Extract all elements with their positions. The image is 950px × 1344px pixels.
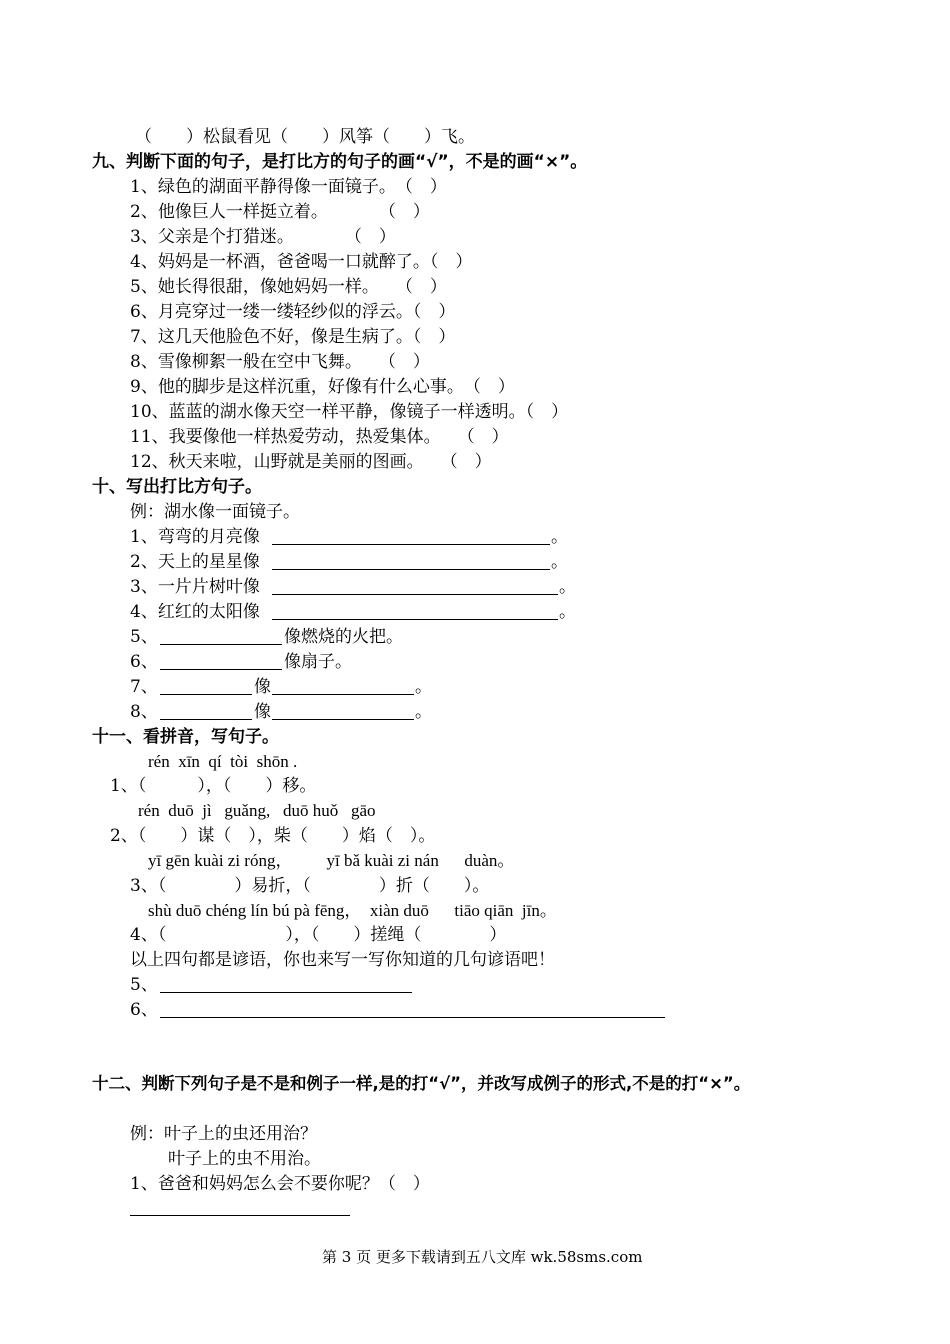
- section9-item-10: 10、蓝蓝的湖水像天空一样平静，像镜子一样透明。（ ）: [130, 402, 569, 422]
- section11-line-1: 1、（ ），（ ）移。: [110, 776, 317, 796]
- section10-item-6-prefix: 6、: [130, 652, 158, 672]
- section9-item-5: 5、她长得很甜，像她妈妈一样。 （ ）: [130, 277, 447, 297]
- section10-item-2-suffix: 。: [551, 552, 568, 572]
- section9-item-1: 1、绿色的湖面平静得像一面镜子。 （ ）: [130, 177, 447, 197]
- section10-item-1-blank[interactable]: [272, 544, 550, 545]
- section11-pinyin-3: yī gēn kuài zi róng， yī bǎ kuài zi nán duàn。: [148, 851, 515, 870]
- section12-example-2: 叶子上的虫不用治。: [168, 1149, 321, 1169]
- section10-item-1-suffix: 。: [551, 527, 568, 547]
- section11-line-3: 3、（ ）易折，（ ）折（ ）。: [130, 876, 490, 896]
- section10-item-8-suffix: 。: [415, 702, 432, 722]
- section10-item-2-prefix: 2、天上的星星像: [130, 552, 260, 572]
- section10-title: 十、写出打比方句子。: [92, 477, 262, 497]
- section11-item-6-blank[interactable]: [160, 1017, 665, 1018]
- section11-line-2: 2、（ ）谋（ ），柴（ ）焰（ ）。: [110, 826, 436, 846]
- top-fill-line: （ ）松鼠看见（ ）风筝（ ）飞。: [135, 127, 475, 147]
- section10-item-7-blank-a[interactable]: [160, 694, 252, 695]
- section12-item-1: 1、爸爸和妈妈怎么会不要你呢？（ ）: [130, 1174, 430, 1194]
- section9-item-7: 7、这几天他脸色不好，像是生病了。（ ）: [130, 327, 456, 347]
- section10-item-7-blank-b[interactable]: [272, 694, 414, 695]
- section11-pinyin-1: rén xīn qí tòi shōn .: [148, 752, 298, 771]
- section10-item-4-prefix: 4、红红的太阳像: [130, 602, 260, 622]
- section10-item-5-prefix: 5、: [130, 627, 158, 647]
- section11-pinyin-4: shù duō chéng lín bú pà fēng， xiàn duō tiāo qiān jīn。: [148, 901, 557, 920]
- section11-line-4: 4、（ ），（ ）搓绳（ ）: [130, 925, 507, 945]
- section12-item-1-blank[interactable]: [130, 1215, 350, 1216]
- section12-title: 十二、判断下列句子是不是和例子一样,是的打“√”，并改写成例子的形式,不是的打“×”。: [92, 1074, 751, 1093]
- section9-item-11: 11、我要像他一样热爱劳动，热爱集体。 （ ）: [130, 427, 509, 447]
- section10-item-3-blank[interactable]: [272, 594, 558, 595]
- section10-item-4-blank[interactable]: [272, 619, 558, 620]
- section11-title: 十一、看拼音，写句子。: [92, 727, 279, 747]
- section10-item-5-blank[interactable]: [160, 644, 282, 645]
- section10-item-6-blank[interactable]: [160, 669, 282, 670]
- section9-title: 九、判断下面的句子，是打比方的句子的画“√”，不是的画“×”。: [92, 152, 588, 172]
- section10-item-1-prefix: 1、弯弯的月亮像: [130, 527, 260, 547]
- section12-example-1: 例：叶子上的虫还用治？: [130, 1124, 317, 1144]
- section9-item-2: 2、他像巨人一样挺立着。 （ ）: [130, 202, 430, 222]
- section10-example: 例：湖水像一面镜子。: [130, 502, 300, 522]
- section11-pinyin-2: rén duō jì guǎng, duō huǒ gāo: [138, 801, 376, 820]
- section10-item-7-mid: 像: [254, 677, 271, 697]
- section10-item-8-blank-b[interactable]: [272, 719, 414, 720]
- page-footer: 第 3 页 更多下载请到五八文库 wk.58sms.com: [322, 1248, 643, 1266]
- section9-item-8: 8、雪像柳絮一般在空中飞舞。 （ ）: [130, 352, 430, 372]
- section9-item-6: 6、月亮穿过一缕一缕轻纱似的浮云。（ ）: [130, 302, 456, 322]
- section10-item-3-suffix: 。: [559, 577, 576, 597]
- section11-item-5-blank[interactable]: [160, 992, 412, 993]
- section9-item-12: 12、秋天来啦，山野就是美丽的图画。 （ ）: [130, 452, 492, 472]
- section11-note: 以上四句都是谚语，你也来写一写你知道的几句谚语吧！: [130, 950, 555, 970]
- section10-item-8-mid: 像: [254, 702, 271, 722]
- section9-item-3: 3、父亲是个打猎迷。 （ ）: [130, 227, 396, 247]
- section10-item-7-suffix: 。: [415, 677, 432, 697]
- section10-item-4-suffix: 。: [559, 602, 576, 622]
- section10-item-3-prefix: 3、一片片树叶像: [130, 577, 260, 597]
- section10-item-8-prefix: 8、: [130, 702, 158, 722]
- section11-item-6-label: 6、: [130, 1000, 158, 1020]
- section11-item-5-label: 5、: [130, 975, 158, 995]
- section10-item-5-suffix: 像燃烧的火把。: [284, 627, 403, 647]
- section10-item-6-suffix: 像扇子。: [284, 652, 352, 672]
- section10-item-7-prefix: 7、: [130, 677, 158, 697]
- section10-item-8-blank-a[interactable]: [160, 719, 252, 720]
- section10-item-2-blank[interactable]: [272, 569, 550, 570]
- section9-item-9: 9、他的脚步是这样沉重，好像有什么心事。 （ ）: [130, 377, 515, 397]
- section9-item-4: 4、妈妈是一杯酒，爸爸喝一口就醉了。（ ）: [130, 252, 473, 272]
